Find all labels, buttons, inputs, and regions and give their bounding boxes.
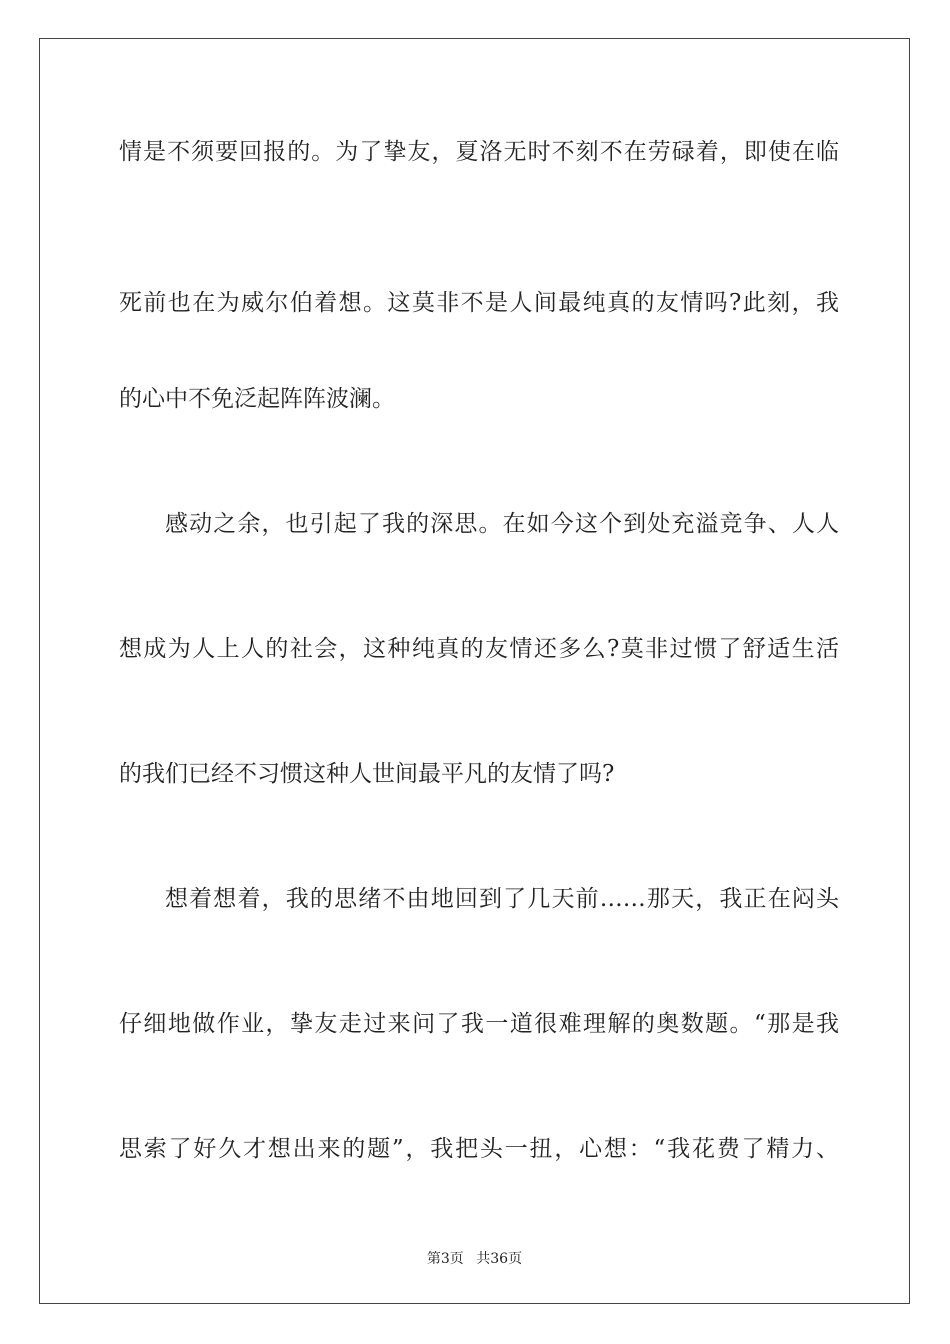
text-line: 感动之余，也引起了我的深思。在如今这个到处充溢竞争、人人: [165, 511, 839, 537]
text-line: 的我们已经不习惯这种人世间最平凡的友情了吗?: [119, 761, 615, 787]
text-line: 思索了好久才想出来的题”，我把头一扭，心想：“我花费了精力、: [119, 1136, 839, 1162]
total-pages: 共36页: [476, 1251, 523, 1267]
text-line: 想着想着，我的思绪不由地回到了几天前……那天，我正在闷头: [165, 886, 839, 912]
text-line: 想成为人上人的社会，这种纯真的友情还多么?莫非过惯了舒适生活: [119, 636, 839, 662]
text-line: 的心中不免泛起阵阵波澜。: [119, 386, 395, 412]
document-page: [39, 38, 910, 1304]
page-footer: [40, 1248, 909, 1268]
text-line: 仔细地做作业，挚友走过来问了我一道很难理解的奥数题。“那是我: [119, 1011, 839, 1037]
text-line: 死前也在为威尔伯着想。这莫非不是人间最纯真的友情吗?此刻，我: [119, 290, 839, 316]
text-line: 情是不须要回报的。为了挚友，夏洛无时不刻不在劳碌着，即使在临: [119, 139, 839, 165]
page-number: 第3页: [426, 1251, 464, 1267]
